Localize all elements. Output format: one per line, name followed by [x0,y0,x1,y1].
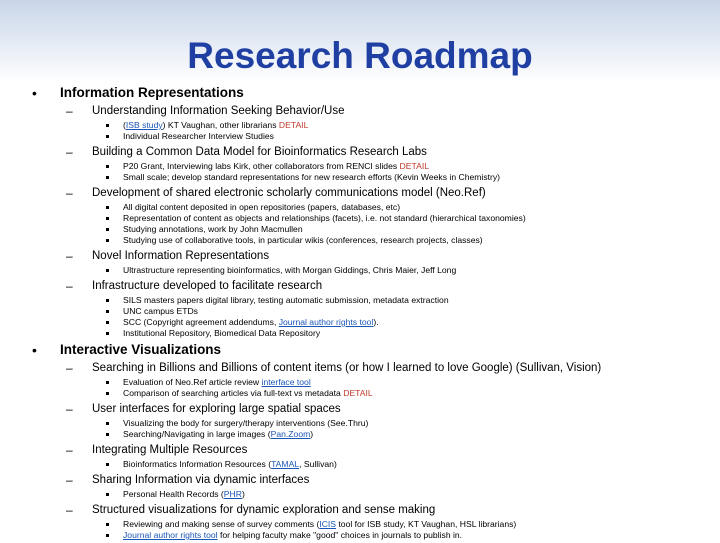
slide-content [0,82,720,543]
square-bullet-icon [106,321,109,324]
subtopic-label: Structured visualizations for dynamic exploration and sense making [92,504,436,516]
point-text [123,131,274,142]
text-run: ) KT Vaughan, other librarians [162,120,279,130]
hyperlink[interactable]: TAMAL [271,459,300,469]
dash-icon: – [66,104,73,118]
point-text [123,489,245,500]
point-item [0,202,720,213]
point-text [123,519,516,530]
dash-icon: – [66,443,73,457]
text-run: Bioinformatics Information Resources ( [123,459,272,469]
text-run: Comparison of searching articles via full-text vs metadata [123,388,344,398]
point-group [0,489,720,500]
square-bullet-icon [106,299,109,302]
subtopic-label: Infrastructure developed to facilitate research [92,280,323,292]
point-text [123,306,198,317]
text-run: SCC (Copyright agreement addendums, [123,317,279,327]
point-group [0,295,720,339]
point-item [0,235,720,246]
point-text [123,172,500,183]
hyperlink[interactable]: PHR [223,489,242,499]
dash-icon: – [66,402,73,416]
text-run: , Sullivan) [299,459,337,469]
text-run: Evaluation of Neo.Ref article review [123,377,262,387]
subtopic-label: User interfaces for exploring large spatial spaces [92,403,341,415]
text-run: Reviewing and making sense of survey comments ( [123,519,320,529]
detail-label: DETAIL [278,120,309,130]
point-text [123,120,308,131]
text-run: Studying annotations, work by John Macmullen [123,224,303,234]
square-bullet-icon [106,523,109,526]
point-group [0,265,720,276]
dash-icon: – [66,145,73,159]
detail-label: DETAIL [343,388,373,398]
point-item [0,120,720,131]
text-run: ) [310,429,314,439]
text-run: for helping faculty make "good" choices in journals to publish in. [217,530,463,540]
point-text [123,317,379,328]
dash-icon: – [66,249,73,263]
subtopic [0,103,720,119]
square-bullet-icon [106,217,109,220]
bullet-icon: • [32,85,37,101]
text-run: Visualizing the body for surgery/therapy interventions (See.Thru) [123,418,369,428]
text-run: SILS masters papers digital library, testing automatic submission, metadata extraction [123,295,449,305]
point-item [0,265,720,276]
point-group [0,161,720,183]
point-group [0,519,720,541]
point-text [123,418,368,429]
point-group [0,377,720,399]
dash-icon: – [66,503,73,517]
hyperlink[interactable]: Journal author rights tool [278,317,374,327]
text-run: tool for ISB study, KT Vaughan, HSL librarians) [336,519,517,529]
square-bullet-icon [106,332,109,335]
subtopic [0,144,720,160]
text-run: ). [373,317,379,327]
point-text [123,235,483,246]
subtopic [0,502,720,518]
text-run: All digital content deposited in open repositories (papers, databases, etc) [123,202,401,212]
text-run: ) [241,489,245,499]
text-run: UNC campus ETDs [123,306,198,316]
text-run: Institutional Repository, Biomedical Data Repository [123,328,321,338]
point-item [0,489,720,500]
square-bullet-icon [106,534,109,537]
text-run: Searching/Navigating in large images ( [123,429,271,439]
point-text [123,388,373,399]
text-run: Representation of content as objects and relationships (facets), i.e. not standard (hierarchical taxonomies) [123,213,526,223]
subtopic-label: Understanding Information Seeking Behavior/Use [92,105,345,117]
text-run: Individual Researcher Interview Studies [123,131,274,141]
hyperlink[interactable]: Journal author rights tool [123,530,218,540]
section-label: Information Representations [60,85,244,100]
point-item [0,328,720,339]
subtopic [0,360,720,376]
subtopic [0,278,720,294]
square-bullet-icon [106,135,109,138]
dash-icon: – [66,361,73,375]
text-run: Personal Health Records ( [123,489,224,499]
subtopic-label: Sharing Information via dynamic interfaces [92,474,310,486]
point-item [0,459,720,470]
dash-icon: – [66,473,73,487]
point-text [123,377,311,388]
square-bullet-icon [106,239,109,242]
detail-label: DETAIL [399,161,429,171]
point-item [0,306,720,317]
dash-icon: – [66,186,73,200]
dash-icon: – [66,279,73,293]
point-item [0,429,720,440]
point-item [0,388,720,399]
square-bullet-icon [106,269,109,272]
section-heading [0,341,720,358]
point-text [123,161,429,172]
point-text [123,530,462,541]
subtopic [0,401,720,417]
subtopic [0,248,720,264]
bullet-icon: • [32,342,37,358]
square-bullet-icon [106,422,109,425]
subtopic [0,442,720,458]
point-item [0,377,720,388]
point-text [123,459,337,470]
point-text [123,265,456,276]
point-group [0,120,720,142]
page-title: Research Roadmap [187,35,533,76]
point-text [123,224,303,235]
point-item [0,418,720,429]
square-bullet-icon [106,206,109,209]
text-run: Small scale; develop standard representations for new research efforts (Kevin Weeks in Chemistry) [123,172,501,182]
subtopic-label: Novel Information Representations [92,250,270,262]
point-item [0,161,720,172]
square-bullet-icon [106,176,109,179]
point-item [0,530,720,541]
square-bullet-icon [106,493,109,496]
point-text [123,328,320,339]
section-label: Interactive Visualizations [60,342,222,357]
square-bullet-icon [106,124,109,127]
point-text [123,429,313,440]
square-bullet-icon [106,165,109,168]
point-text [123,213,526,224]
point-item [0,172,720,183]
point-item [0,224,720,235]
point-item [0,213,720,224]
hyperlink[interactable]: ICIS [319,519,337,529]
point-group [0,202,720,246]
point-group [0,418,720,440]
text-run: Studying use of collaborative tools, in particular wikis (conferences, research projects, classes) [123,235,483,245]
section-heading [0,84,720,101]
hyperlink[interactable]: ISB study [125,120,163,130]
point-item [0,317,720,328]
subtopic-label: Development of shared electronic scholarly communications model (Neo.Ref) [92,187,486,199]
subtopic [0,185,720,201]
square-bullet-icon [106,310,109,313]
square-bullet-icon [106,463,109,466]
square-bullet-icon [106,228,109,231]
point-text [123,202,400,213]
point-text [123,295,449,306]
point-group [0,459,720,470]
text-run: Ultrastructure representing bioinformatics, with Morgan Giddings, Chris Maier, Jeff Long [123,265,457,275]
text-run: P20 Grant, Interviewing labs Kirk, other collaborators from RENCI slides [123,161,400,171]
subtopic [0,472,720,488]
square-bullet-icon [106,433,109,436]
subtopic-label: Searching in Billions and Billions of content items (or how I learned to love Google) (Sullivan, Vision) [92,362,602,374]
subtopic-label: Building a Common Data Model for Bioinformatics Research Labs [92,146,427,158]
hyperlink[interactable]: Pan.Zoom [270,429,311,439]
point-item [0,131,720,142]
point-item [0,519,720,530]
hyperlink[interactable]: interface tool [261,377,311,387]
square-bullet-icon [106,392,109,395]
square-bullet-icon [106,381,109,384]
point-item [0,295,720,306]
text-run: ( [123,120,126,130]
subtopic-label: Integrating Multiple Resources [92,444,248,456]
